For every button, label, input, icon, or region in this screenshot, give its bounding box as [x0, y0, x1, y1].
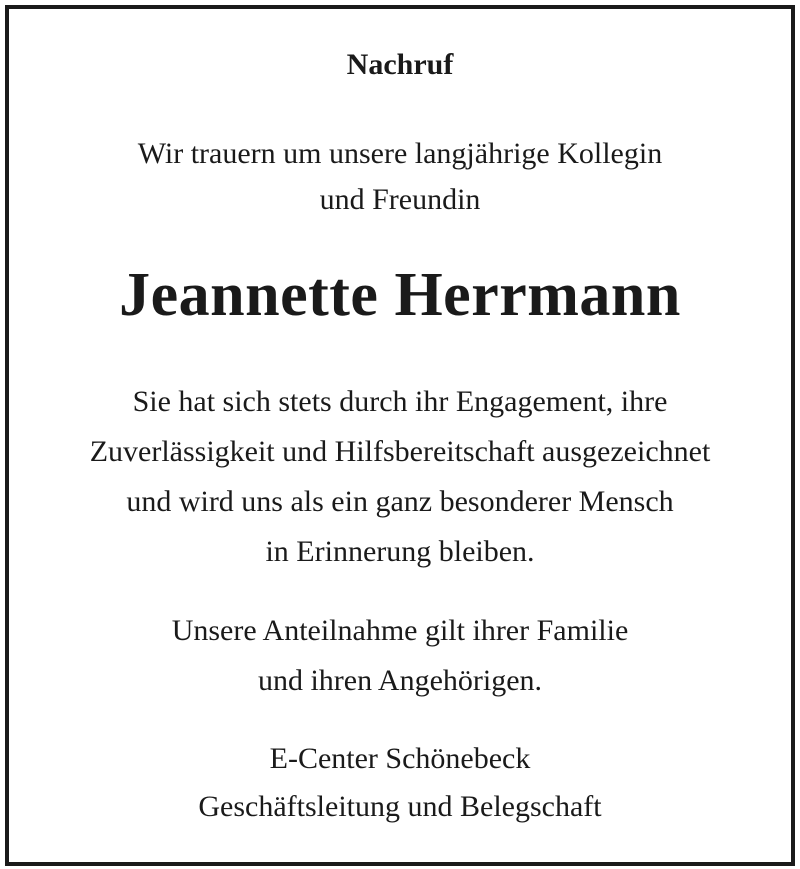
sender-company: E-Center Schönebeck: [269, 742, 531, 775]
tribute-line: Sie hat sich stets durch ihr Engagement, ihre: [132, 385, 668, 418]
intro-text: [9, 131, 791, 223]
intro-line: und Freundin: [319, 183, 481, 216]
deceased-name: Jeannette Herrmann: [119, 261, 681, 329]
tribute-line: und wird uns als ein ganz besonderer Mensch: [126, 485, 674, 518]
intro-line: Wir trauern um unsere langjährige Kollegin: [137, 137, 663, 170]
condolence-line: Unsere Anteilnahme gilt ihrer Familie: [171, 614, 629, 647]
condolence-line: und ihren Angehörigen.: [257, 664, 543, 697]
sender-team: Geschäftsleitung und Belegschaft: [198, 790, 602, 823]
obituary-notice: [5, 5, 795, 866]
notice-heading: Nachruf: [346, 48, 454, 81]
tribute-line: in Erinnerung bleiben.: [265, 535, 535, 568]
condolence-text: [9, 606, 791, 706]
sender-block: [9, 735, 791, 831]
tribute-text: [9, 377, 791, 577]
tribute-line: Zuverlässigkeit und Hilfsbereitschaft ausgezeichnet: [89, 435, 711, 468]
